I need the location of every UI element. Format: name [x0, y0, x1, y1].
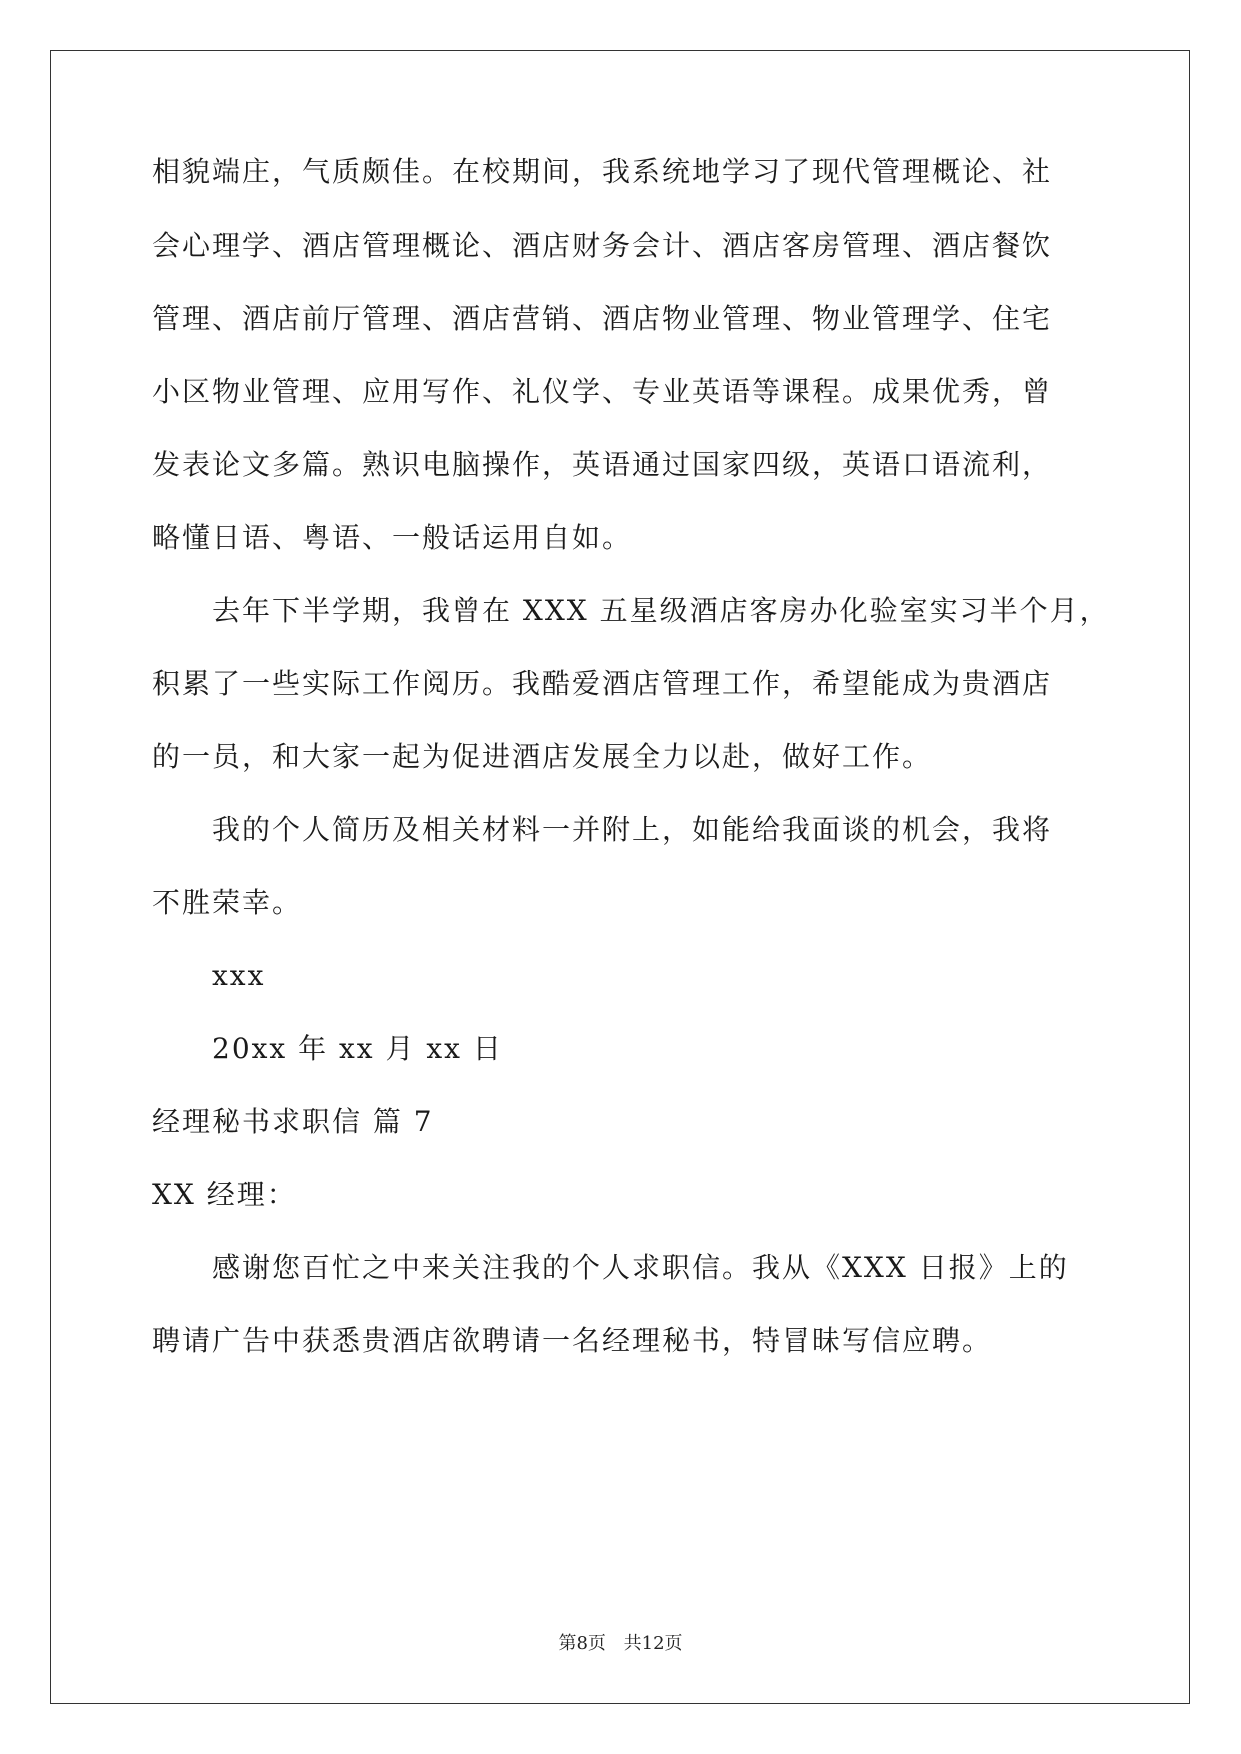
paragraph-line: 发表论文多篇。熟识电脑操作，英语通过国家四级，英语口语流利，: [152, 448, 1053, 481]
section-heading: 经理秘书求职信 篇 7: [152, 1105, 434, 1138]
salutation: XX 经理：: [152, 1178, 297, 1211]
paragraph-line: 去年下半学期，我曾在 XXX 五星级酒店客房办化验室实习半个月，: [212, 594, 1110, 627]
paragraph-line: 感谢您百忙之中来关注我的个人求职信。我从《XXX 日报》上的: [212, 1251, 1069, 1284]
signature-date: 20xx 年 xx 月 xx 日: [212, 1032, 503, 1065]
paragraph-line: 积累了一些实际工作阅历。我酷爱酒店管理工作，希望能成为贵酒店: [152, 667, 1053, 700]
paragraph-line: 我的个人简历及相关材料一并附上，如能给我面谈的机会，我将: [212, 813, 1053, 846]
paragraph-line: 相貌端庄，气质颇佳。在校期间，我系统地学习了现代管理概论、社: [152, 155, 1053, 188]
paragraph-line: 小区物业管理、应用写作、礼仪学、专业英语等课程。成果优秀，曾: [152, 375, 1053, 408]
paragraph-line: 的一员，和大家一起为促进酒店发展全力以赴，做好工作。: [152, 740, 933, 773]
page-number-total: 共12页: [623, 1633, 683, 1654]
paragraph-line: 会心理学、酒店管理概论、酒店财务会计、酒店客房管理、酒店餐饮: [152, 229, 1053, 262]
paragraph-line: 略懂日语、粤语、一般话运用自如。: [152, 521, 633, 554]
paragraph-line: 管理、酒店前厅管理、酒店营销、酒店物业管理、物业管理学、住宅: [152, 302, 1053, 335]
page-number-current: 第8页: [558, 1633, 606, 1654]
page-footer: [0, 1632, 1241, 1656]
signature-name: xxx: [212, 959, 266, 992]
paragraph-line: 聘请广告中获悉贵酒店欲聘请一名经理秘书，特冒昧写信应聘。: [152, 1324, 993, 1357]
paragraph-line: 不胜荣幸。: [152, 886, 303, 919]
